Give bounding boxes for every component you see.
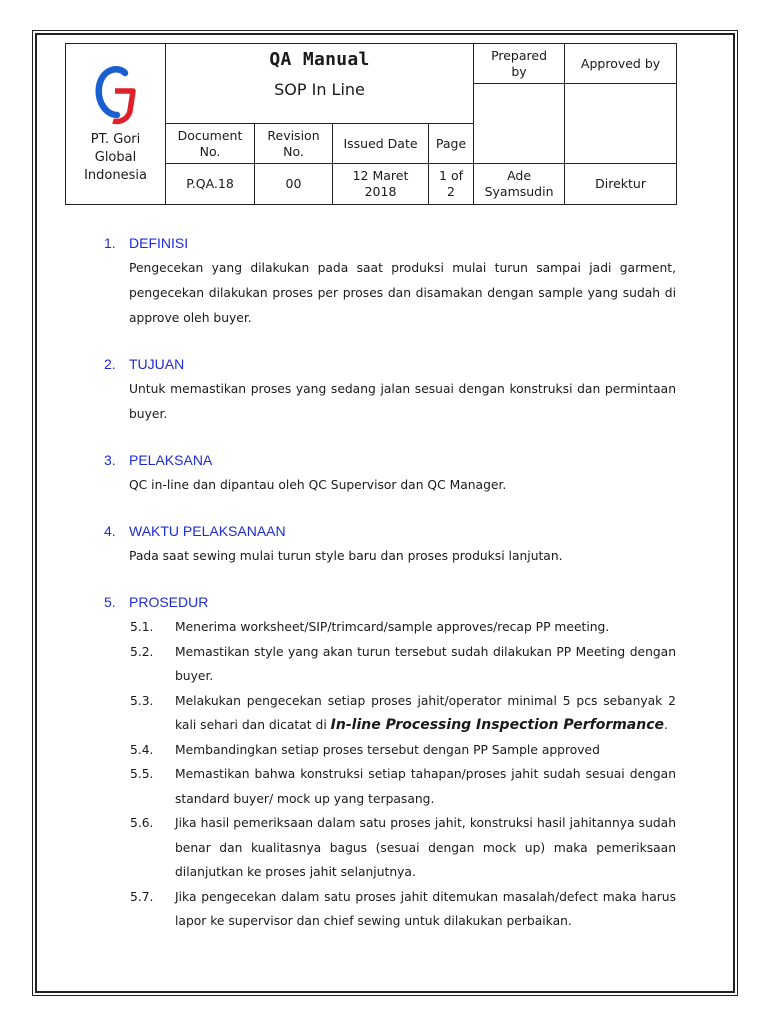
procedure-item: 5.5. Memastikan bahwa konstruksi setiap tahapan/proses jahit sudah sesuai dengan standard buyer/ mock up yang terpasang.: [130, 767, 676, 806]
procedure-item: 5.2. Memastikan style yang akan turun tersebut sudah dilakukan PP Meeting dengan buyer.: [130, 644, 676, 683]
section-pelaksana: [104, 449, 676, 498]
section-heading: 2. TUJUAN: [104, 356, 185, 372]
section-heading: 4. WAKTU PELAKSANAAN: [104, 523, 286, 539]
sop-title: SOP In Line: [274, 80, 365, 99]
section-text: Pada saat sewing mulai turun style baru dan proses produksi lanjutan.: [129, 549, 563, 563]
procedure-item: 5.1. Menerima worksheet/SIP/trimcard/sample approves/recap PP meeting.: [130, 620, 610, 634]
prepared-by-label: Prepared by: [474, 44, 565, 84]
qa-manual-title: QA Manual: [269, 49, 370, 70]
section-text: Pengecekan yang dilakukan pada saat produksi mulai turun sampai jadi garment, pengecekan dilakukan proses per proses dan disamakan dengan sample yang sudah di approve oleh buyer.: [129, 261, 676, 325]
procedure-item: 5.4. Membandingkan setiap proses tersebut dengan PP Sample approved: [130, 742, 600, 757]
approved-by-signature: [565, 84, 677, 164]
page-label: Page: [429, 124, 474, 164]
procedure-list: [104, 615, 676, 934]
section-prosedur: [104, 591, 676, 934]
approved-by-name: Direktur: [565, 164, 677, 205]
issued-date-label: Issued Date: [333, 124, 429, 164]
document-header-table: [65, 43, 677, 205]
section-definisi: [104, 232, 676, 331]
procedure-item: 5.6. Jika hasil pemeriksaan dalam satu proses jahit, konstruksi hasil jahitannya sudah benar dan kualitasnya bagus (sesuai dengan mock up) maka pemeriksaan dilanjutkan ke proses jahit selanjutnya.: [130, 816, 676, 879]
revision-no-label: Revision No.: [255, 124, 333, 164]
document-no-label: Document No.: [166, 124, 255, 164]
form-name-highlight: In-line Processing Inspection Performance: [330, 717, 665, 733]
section-text: Untuk memastikan proses yang sedang jalan sesuai dengan konstruksi dan permintaan buyer.: [129, 382, 676, 421]
document-no-value: P.QA.18: [166, 164, 255, 205]
section-heading: 3. PELAKSANA: [104, 452, 213, 468]
section-heading: 1. DEFINISI: [104, 235, 189, 251]
company-name: PT. Gori Global Indonesia: [84, 132, 147, 183]
page-value: 1 of 2: [429, 164, 474, 205]
section-tujuan: [104, 353, 676, 427]
company-logo-icon: [93, 63, 139, 125]
procedure-item: 5.3. Melakukan pengecekan setiap proses jahit/operator minimal 5 pcs sebanyak 2 kali sehari dan dicatat di In-line Processing Inspection Performance.: [130, 693, 676, 733]
approved-by-label: Approved by: [565, 44, 677, 84]
section-waktu-pelaksanaan: [104, 520, 676, 569]
document-body: [104, 232, 676, 956]
section-heading: 5. PROSEDUR: [104, 594, 209, 610]
revision-no-value: 00: [255, 164, 333, 205]
title-cell: [166, 44, 474, 124]
procedure-item: 5.7. Jika pengecekan dalam satu proses jahit ditemukan masalah/defect maka harus lapor ke supervisor dan chief sewing untuk dilakukan perbaikan.: [130, 889, 676, 928]
issued-date-value: 12 Maret 2018: [333, 164, 429, 205]
company-cell: [66, 44, 166, 205]
prepared-by-name: Ade Syamsudin: [474, 164, 565, 205]
section-text: QC in-line dan dipantau oleh QC Supervisor dan QC Manager.: [129, 478, 507, 492]
prepared-by-signature: [474, 84, 565, 164]
